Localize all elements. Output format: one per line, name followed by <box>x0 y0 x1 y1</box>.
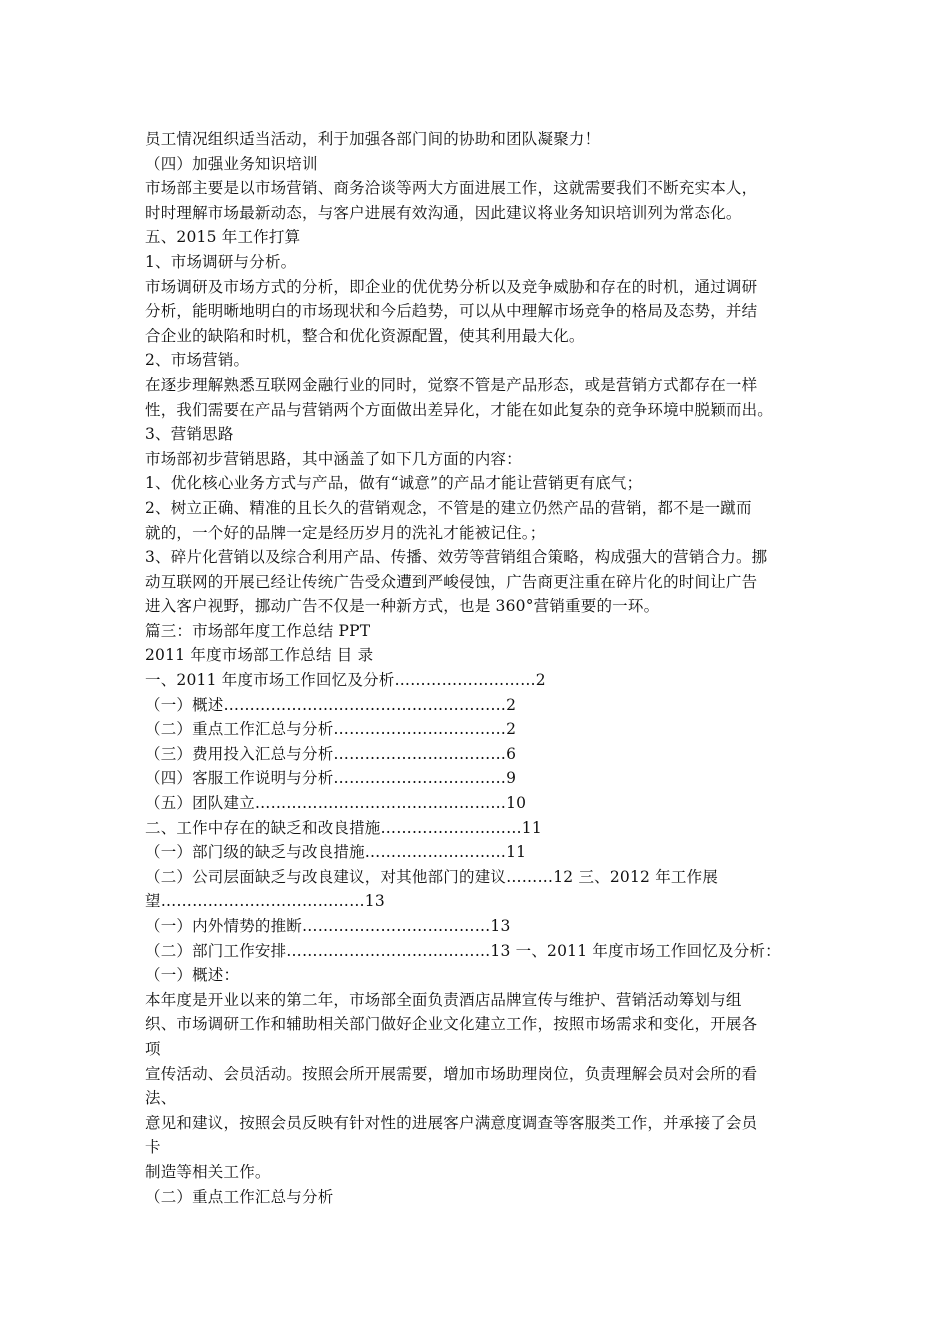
text-line: 性，我们需要在产品与营销两个方面做出差异化，才能在如此复杂的竞争环境中脱颖而出。 <box>145 400 774 419</box>
text-line: 本年度是开业以来的第二年，市场部全面负责酒店品牌宣传与维护、营销活动筹划与组 <box>145 990 742 1009</box>
text-line: （一）概述： <box>145 966 240 985</box>
text-line: （一）部门级的缺乏与改良措施………………………11 <box>145 843 527 862</box>
text-line: 在逐步理解熟悉互联网金融行业的同时，觉察不管是产品形态，或是营销方式都存在一样 <box>145 375 758 394</box>
text-line: 2、树立正确、精准的且长久的营销观念，不管是的建立仍然产品的营销，都不是一蹴而 <box>145 498 752 517</box>
text-line: 3、营销思路 <box>145 425 234 444</box>
text-line: （四）客服工作说明与分析……………………………9 <box>145 769 517 788</box>
text-line: 织、市场调研工作和辅助相关部门做好企业文化建立工作，按照市场需求和变化，开展各 <box>145 1015 758 1034</box>
text-line: 卡 <box>145 1138 161 1157</box>
text-line: （二）部门工作安排…………………………………13 一、2011 年度市场工作回忆及分析： <box>145 941 781 960</box>
document-body <box>145 127 815 1209</box>
text-line: （四）加强业务知识培训 <box>145 154 318 173</box>
text-line: 一、2011 年度市场工作回忆及分析………………………2 <box>145 671 546 690</box>
text-line: 就的，一个好的品牌一定是经历岁月的洗礼才能被记住。； <box>145 523 546 542</box>
text-line: （三）费用投入汇总与分析……………………………6 <box>145 744 517 763</box>
text-line: 员工情况组织适当活动，利于加强各部门间的协助和团队凝聚力！ <box>145 130 601 148</box>
text-line: （二）重点工作汇总与分析 <box>145 1187 334 1206</box>
text-line: 分析，能明晰地明白的市场现状和今后趋势，可以从中理解市场竞争的格局及态势，并结 <box>145 302 758 321</box>
text-line: （五）团队建立…………………………………………10 <box>145 794 527 813</box>
text-line: （二）公司层面缺乏与改良建议，对其他部门的建议………12 三、2012 年工作展 <box>145 867 719 886</box>
text-line: 五、2015 年工作打算 <box>145 228 301 247</box>
text-line: 篇三：市场部年度工作总结 PPT <box>145 621 371 640</box>
text-line: 望…………………………………13 <box>145 892 385 911</box>
text-line: 制造等相关工作。 <box>145 1162 271 1181</box>
text-line: 法、 <box>145 1089 177 1108</box>
text-line: 市场部主要是以市场营销、商务洽谈等两大方面进展工作，这就需要我们不断充实本人， <box>145 179 758 198</box>
text-line: （一）概述………………………………………………2 <box>145 695 517 714</box>
text-line: 宣传活动、会员活动。按照会所开展需要，增加市场助理岗位，负责理解会员对会所的看 <box>145 1064 758 1083</box>
text-line: 项 <box>145 1039 161 1058</box>
text-line: 1、优化核心业务方式与产品，做有“诚意”的产品才能让营销更有底气； <box>145 474 643 493</box>
text-line: 2、市场营销。 <box>145 351 250 370</box>
text-line: 3、碎片化营销以及综合利用产品、传播、效劳等营销组合策略，构成强大的营销合力。挪 <box>145 548 768 567</box>
text-line: （二）重点工作汇总与分析……………………………2 <box>145 720 517 739</box>
text-line: 进入客户视野，挪动广告不仅是一种新方式，也是 360°营销重要的一环。 <box>145 597 660 616</box>
text-line: 市场部初步营销思路，其中涵盖了如下几方面的内容： <box>145 449 522 468</box>
text-line: 合企业的缺陷和时机，整合和优化资源配置，使其利用最大化。 <box>145 326 585 345</box>
text-line: 动互联网的开展已经让传统广告受众遭到严峻侵蚀，广告商更注重在碎片化的时间让广告 <box>145 572 758 591</box>
text-line: 二、工作中存在的缺乏和改良措施………………………11 <box>145 818 542 837</box>
text-line: （一）内外情势的推断………………………………13 <box>145 917 511 935</box>
text-line: 市场调研及市场方式的分析，即企业的优优势分析以及竞争威胁和存在的时机，通过调研 <box>145 277 758 296</box>
text-line: 2011 年度市场部工作总结 目 录 <box>145 646 374 665</box>
text-line: 1、市场调研与分析。 <box>145 252 297 271</box>
text-line: 意见和建议，按照会员反映有针对性的进展客户满意度调查等客服类工作，并承接了会员 <box>145 1113 758 1132</box>
text-line: 时时理解市场最新动态，与客户进展有效沟通，因此建议将业务知识培训列为常态化。 <box>145 203 742 222</box>
